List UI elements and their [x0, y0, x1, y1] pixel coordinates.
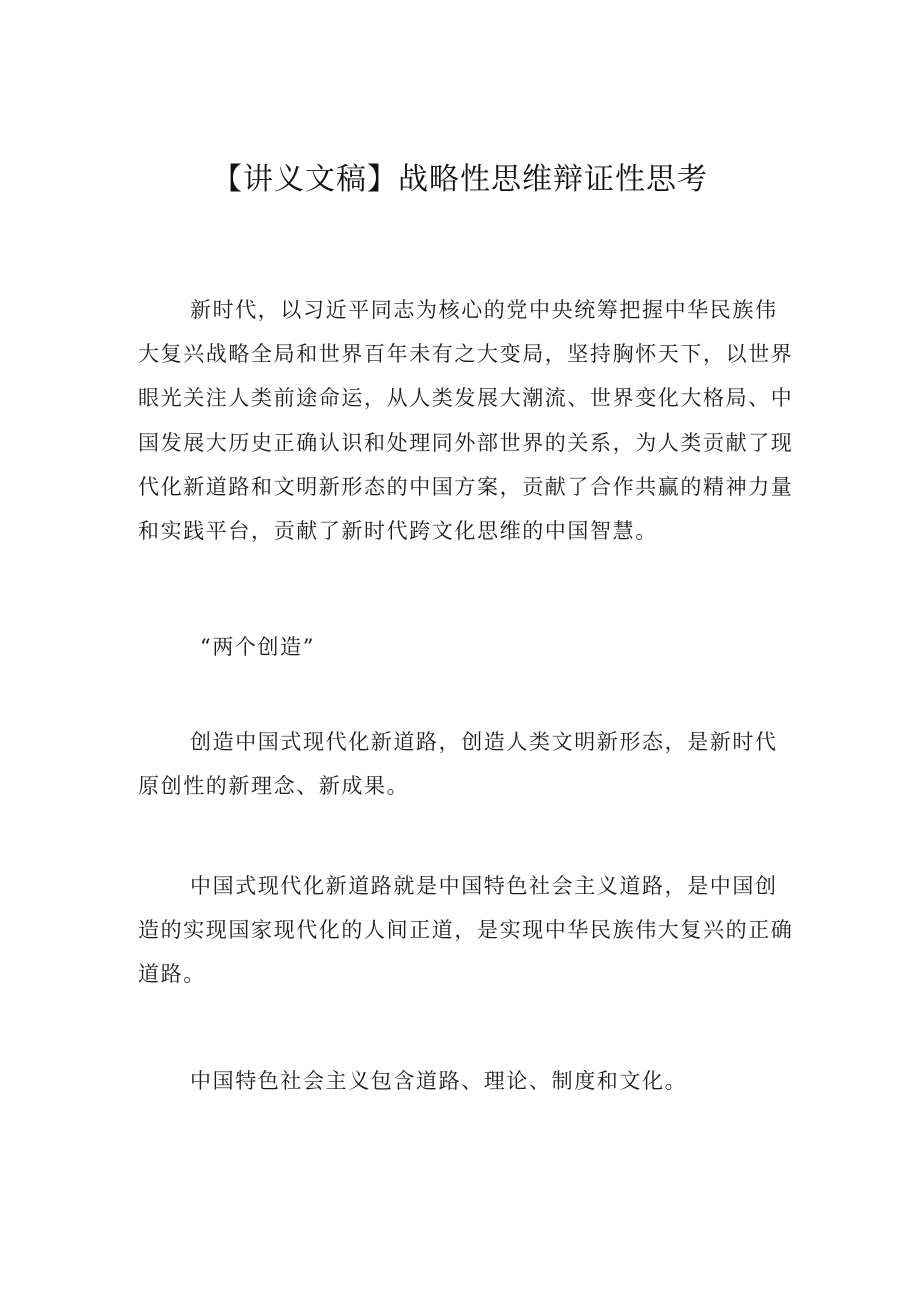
section-heading-two-creations: “两个创造” — [200, 635, 316, 659]
document-title: 【讲义文稿】战略性思维辩证性思考 — [212, 162, 708, 197]
paragraph-intro: 新时代，以习近平同志为核心的党中央统筹把握中华民族伟大复兴战略全局和世界百年未有之大变局，坚持胸怀天下，以世界眼光关注人类前途命运，从人类发展大潮流、世界变化大格局、中国发展大历史正确认识和处理同外部世界的关系，为人类贡献了现代化新道路和文明新形态的中国方案，贡献了合作共赢的精神力量和实践平台，贡献了新时代跨文化思维的中国智慧。 — [138, 298, 794, 544]
paragraph-chinese-modernization: 中国式现代化新道路就是中国特色社会主义道路，是中国创造的实现国家现代化的人间正道，是实现中华民族伟大复兴的正确道路。 — [138, 874, 794, 987]
paragraph-socialism-components: 中国特色社会主义包含道路、理论、制度和文化。 — [190, 1069, 688, 1093]
paragraph-two-creations: 创造中国式现代化新道路，创造人类文明新形态，是新时代原创性的新理念、新成果。 — [138, 730, 778, 799]
